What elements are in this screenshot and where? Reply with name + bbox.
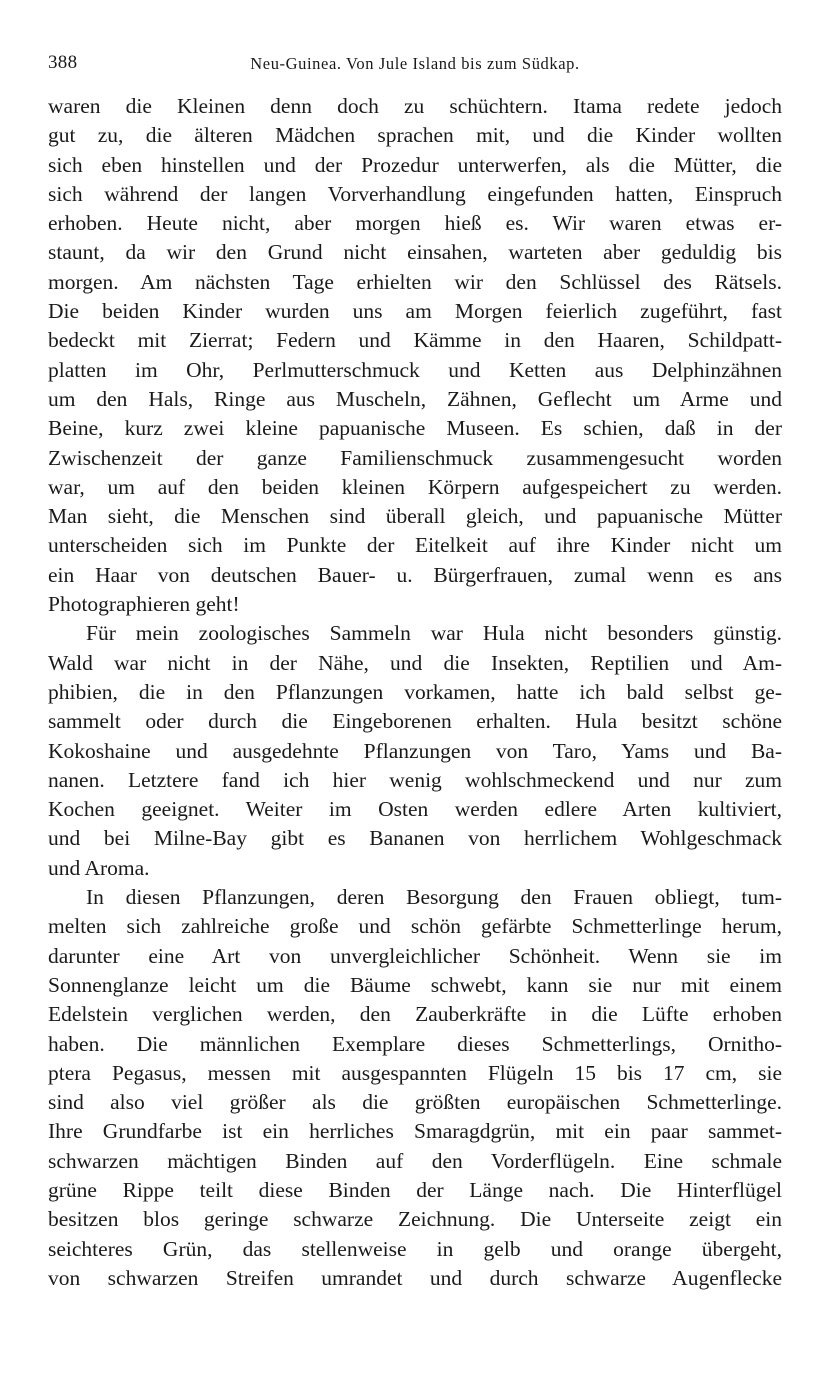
- text-line: und Aroma.: [48, 855, 150, 880]
- text-line: darunter eine Art von unvergleichlicher Schönheit. Wenn sie im: [48, 943, 782, 968]
- text-line: besitzen blos geringe schwarze Zeichnung. Die Unterseite zeigt ein: [48, 1207, 782, 1232]
- text-line: nanen. Letztere fand ich hier wenig wohlschmeckend und nur zum: [48, 767, 782, 792]
- text-line: platten im Ohr, Perlmutterschmuck und Ketten aus Delphinzähnen: [48, 357, 782, 382]
- text-line: haben. Die männlichen Exemplare dieses Schmetterlings, Ornitho-: [48, 1031, 782, 1056]
- text-line: ptera Pegasus, messen mit ausgespannten Flügeln 15 bis 17 cm, sie: [48, 1060, 782, 1085]
- text-line: schwarzen mächtigen Binden auf den Vorderflügeln. Eine schmale: [48, 1148, 782, 1173]
- text-line: Man sieht, die Menschen sind überall gleich, und papuanische Mütter: [48, 504, 782, 529]
- text-line: Sonnenglanze leicht um die Bäume schwebt, kann sie nur mit einem: [48, 972, 782, 997]
- text-line: sich eben hinstellen und der Prozedur unterwerfen, als die Mütter, die: [48, 152, 782, 177]
- text-line: morgen. Am nächsten Tage erhielten wir den Schlüssel des Rätsels.: [48, 269, 782, 294]
- text-line: Die beiden Kinder wurden uns am Morgen feierlich zugeführt, fast: [48, 299, 782, 324]
- text-line: Photographieren geht!: [48, 592, 240, 617]
- text-line: ein Haar von deutschen Bauer- u. Bürgerfrauen, zumal wenn es ans: [48, 562, 782, 587]
- text-line: und bei Milne-Bay gibt es Bananen von herrlichem Wohlgeschmack: [48, 826, 782, 851]
- text-line: Wald war nicht in der Nähe, und die Insekten, Reptilien und Am-: [48, 650, 782, 675]
- running-title: Neu-Guinea. Von Jule Island bis zum Südkap.: [250, 54, 580, 73]
- text-line: In diesen Pflanzungen, deren Besorgung den Frauen obliegt, tum-: [86, 885, 782, 910]
- text-line: erhoben. Heute nicht, aber morgen hieß es. Wir waren etwas er-: [48, 211, 782, 236]
- text-line: unterscheiden sich im Punkte der Eitelkeit auf ihre Kinder nicht um: [48, 533, 782, 558]
- text-line: grüne Rippe teilt diese Binden der Länge nach. Die Hinterflügel: [48, 1177, 782, 1202]
- text-line: Für mein zoologisches Sammeln war Hula nicht besonders günstig.: [86, 621, 782, 646]
- text-line: staunt, da wir den Grund nicht einsahen, warteten aber geduldig bis: [48, 240, 782, 265]
- text-line: bedeckt mit Zierrat; Federn und Kämme in den Haaren, Schildpatt-: [48, 328, 782, 353]
- text-line: Kokoshaine und ausgedehnte Pflanzungen von Taro, Yams und Ba-: [48, 738, 782, 763]
- text-line: sind also viel größer als die größten europäischen Schmetterlinge.: [48, 1090, 782, 1115]
- text-line: phibien, die in den Pflanzungen vorkamen, hatte ich bald selbst ge-: [48, 679, 782, 704]
- text-line: um den Hals, Ringe aus Muscheln, Zähnen, Geflecht um Arme und: [48, 386, 782, 411]
- text-line: Zwischenzeit der ganze Familienschmuck zusammengesucht worden: [48, 445, 782, 470]
- text-line: gut zu, die älteren Mädchen sprachen mit, und die Kinder wollten: [48, 123, 782, 148]
- text-line: Beine, kurz zwei kleine papuanische Museen. Es schien, daß in der: [48, 416, 782, 441]
- text-line: war, um auf den beiden kleinen Körpern aufgespeichert zu werden.: [48, 474, 782, 499]
- text-line: Edelstein verglichen werden, den Zauberkräfte in die Lüfte erhoben: [48, 1002, 782, 1027]
- text-line: Ihre Grundfarbe ist ein herrliches Smaragdgrün, mit ein paar sammet-: [48, 1119, 782, 1144]
- text-line: von schwarzen Streifen umrandet und durch schwarze Augenflecke: [48, 1265, 782, 1290]
- text-line: seichteres Grün, das stellenweise in gelb und orange übergeht,: [48, 1236, 782, 1261]
- text-line: melten sich zahlreiche große und schön gefärbte Schmetterlinge herum,: [48, 914, 782, 939]
- book-page: [48, 48, 782, 1293]
- text-line: Kochen geeignet. Weiter im Osten werden edlere Arten kultiviert,: [48, 797, 782, 822]
- running-head: [48, 48, 782, 78]
- body-text: [48, 92, 782, 1293]
- text-line: sammelt oder durch die Eingeborenen erhalten. Hula besitzt schöne: [48, 709, 782, 734]
- text-line: waren die Kleinen denn doch zu schüchtern. Itama redete jedoch: [48, 94, 782, 118]
- page-number: 388: [48, 52, 78, 73]
- text-line: sich während der langen Vorverhandlung eingefunden hatten, Einspruch: [48, 181, 782, 206]
